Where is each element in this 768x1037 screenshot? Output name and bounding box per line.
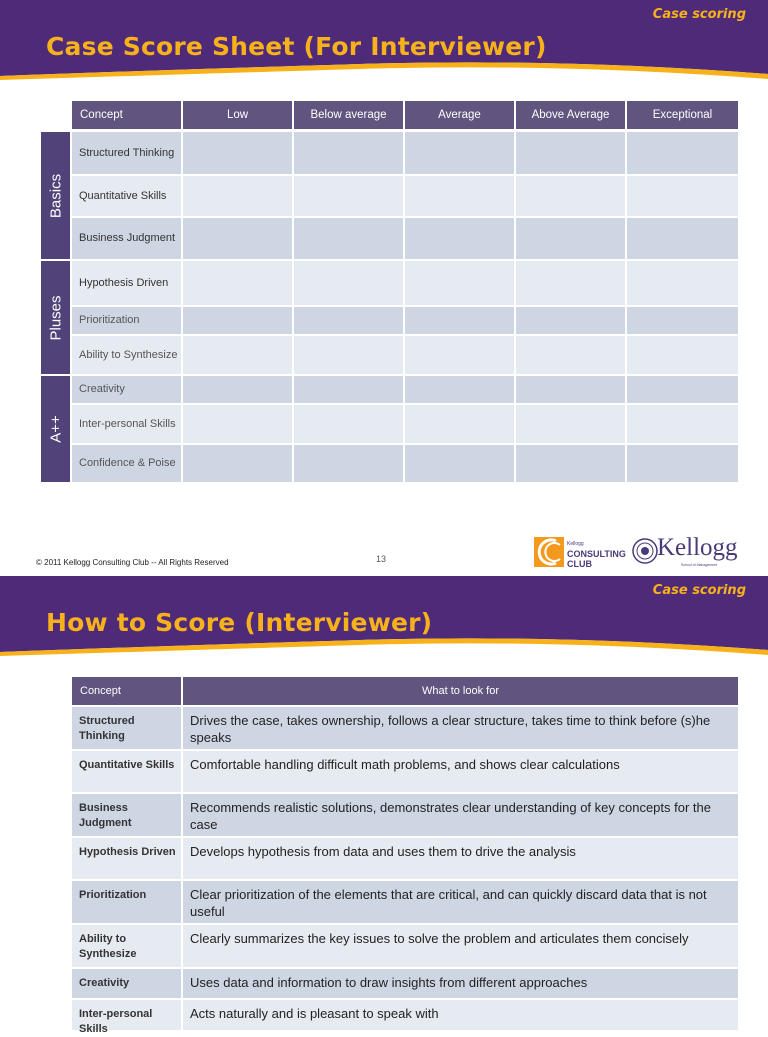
- column-header-low: Low: [183, 101, 292, 129]
- score-row: [72, 132, 738, 174]
- score-cell[interactable]: [627, 376, 738, 403]
- score-cell[interactable]: [405, 376, 514, 403]
- score-row: [72, 307, 738, 334]
- kellogg-consulting-club-logo: Kellogg CONSULTING CLUB: [534, 537, 626, 567]
- score-cell[interactable]: [294, 218, 403, 259]
- kellogg-seal-icon: [632, 538, 658, 564]
- score-cell[interactable]: [405, 405, 514, 443]
- column-header-above-average: Above Average: [516, 101, 625, 129]
- score-cell[interactable]: [516, 445, 625, 482]
- score-cell[interactable]: [405, 132, 514, 174]
- score-cell[interactable]: [294, 261, 403, 305]
- score-row: [72, 176, 738, 216]
- score-cell[interactable]: [294, 336, 403, 374]
- score-cell[interactable]: [405, 176, 514, 216]
- criteria-text: Clear prioritization of the elements that are critical, and can quickly discard data that is not useful: [183, 881, 738, 923]
- scoring-guide-row: [72, 751, 738, 792]
- group-label-a-plus-plus: A++: [41, 376, 70, 482]
- score-cell[interactable]: [627, 218, 738, 259]
- concept-label: Confidence & Poise: [72, 445, 181, 482]
- slide-title: Case Score Sheet (For Interviewer): [46, 32, 547, 61]
- concept-label: Business Judgment: [72, 794, 181, 836]
- score-cell[interactable]: [405, 307, 514, 334]
- group-label-basics: Basics: [41, 132, 70, 259]
- score-cell[interactable]: [516, 218, 625, 259]
- scoring-guide-row: [72, 925, 738, 967]
- column-header-concept: Concept: [72, 101, 181, 129]
- score-cell[interactable]: [294, 132, 403, 174]
- score-cell[interactable]: [183, 176, 292, 216]
- concept-label: Inter-personal Skills: [72, 405, 181, 443]
- score-cell[interactable]: [627, 132, 738, 174]
- score-row: [72, 218, 738, 259]
- concept-label: Creativity: [72, 376, 181, 403]
- score-cell[interactable]: [516, 132, 625, 174]
- score-cell[interactable]: [183, 405, 292, 443]
- score-cell[interactable]: [405, 261, 514, 305]
- scoring-guide-row: [72, 838, 738, 879]
- score-cell[interactable]: [183, 261, 292, 305]
- scoring-guide-row: [72, 1000, 738, 1035]
- scoring-guide-row: [72, 794, 738, 836]
- concept-label: Structured Thinking: [72, 132, 181, 174]
- concept-label: Prioritization: [72, 307, 181, 334]
- score-cell[interactable]: [405, 336, 514, 374]
- score-cell[interactable]: [627, 445, 738, 482]
- scoring-guide-row: [72, 969, 738, 998]
- title-banner: [0, 576, 768, 658]
- score-cell[interactable]: [183, 307, 292, 334]
- score-cell[interactable]: [627, 261, 738, 305]
- column-header-what-to-look-for: What to look for: [183, 677, 738, 705]
- score-cell[interactable]: [516, 307, 625, 334]
- concept-label: Hypothesis Driven: [72, 261, 181, 305]
- score-cell[interactable]: [294, 307, 403, 334]
- score-cell[interactable]: [183, 132, 292, 174]
- score-row: [72, 376, 738, 403]
- column-header-exceptional: Exceptional: [627, 101, 738, 129]
- score-row: [72, 261, 738, 305]
- score-cell[interactable]: [627, 307, 738, 334]
- concept-label: Creativity: [72, 969, 181, 998]
- concept-label: Quantitative Skills: [72, 751, 181, 792]
- column-header-concept: Concept: [72, 677, 181, 705]
- group-label-pluses: Pluses: [41, 261, 70, 374]
- score-cell[interactable]: [183, 336, 292, 374]
- criteria-text: Comfortable handling difficult math problems, and shows clear calculations: [183, 751, 738, 792]
- concept-label: Structured Thinking: [72, 707, 181, 749]
- score-cell[interactable]: [183, 445, 292, 482]
- score-cell[interactable]: [294, 405, 403, 443]
- concept-label: Quantitative Skills: [72, 176, 181, 216]
- score-cell[interactable]: [516, 336, 625, 374]
- criteria-text: Develops hypothesis from data and uses them to drive the analysis: [183, 838, 738, 879]
- copyright-footer: © 2011 Kellogg Consulting Club -- All Rights Reserved: [36, 558, 229, 567]
- concept-label: Inter-personal Skills: [72, 1000, 181, 1030]
- score-cell[interactable]: [405, 218, 514, 259]
- score-cell[interactable]: [405, 445, 514, 482]
- score-cell[interactable]: [294, 445, 403, 482]
- title-banner: [0, 0, 768, 82]
- concept-label: Prioritization: [72, 881, 181, 923]
- criteria-text: Acts naturally and is pleasant to speak with: [183, 1000, 738, 1030]
- concept-label: Business Judgment: [72, 218, 181, 259]
- scoring-guide-row: [72, 881, 738, 923]
- score-row: [72, 445, 738, 482]
- criteria-text: Drives the case, takes ownership, follows a clear structure, takes time to think before (s)he speaks: [183, 707, 738, 749]
- score-cell[interactable]: [294, 376, 403, 403]
- concept-label: Hypothesis Driven: [72, 838, 181, 879]
- score-cell[interactable]: [516, 405, 625, 443]
- score-cell[interactable]: [516, 261, 625, 305]
- page-number: 13: [376, 554, 387, 564]
- score-cell[interactable]: [516, 176, 625, 216]
- score-cell[interactable]: [294, 176, 403, 216]
- section-tag: Case scoring: [652, 7, 746, 22]
- slide-title: How to Score (Interviewer): [46, 608, 433, 637]
- criteria-text: Clearly summarizes the key issues to solve the problem and articulates them concisely: [183, 925, 738, 967]
- score-row: [72, 336, 738, 374]
- consulting-club-mark-icon: [534, 537, 564, 567]
- slide-how-to-score: [0, 576, 768, 1035]
- concept-label: Ability to Synthesize: [72, 336, 181, 374]
- section-tag: Case scoring: [652, 583, 746, 598]
- score-cell[interactable]: [627, 405, 738, 443]
- concept-label: Ability to Synthesize: [72, 925, 181, 967]
- scoring-guide-row: [72, 707, 738, 749]
- column-header-below-average: Below average: [294, 101, 403, 129]
- score-cell[interactable]: [183, 376, 292, 403]
- criteria-text: Uses data and information to draw insights from different approaches: [183, 969, 738, 998]
- score-cell[interactable]: [183, 218, 292, 259]
- score-cell[interactable]: [627, 336, 738, 374]
- score-cell[interactable]: [516, 376, 625, 403]
- criteria-text: Recommends realistic solutions, demonstrates clear understanding of key concepts for the case: [183, 794, 738, 836]
- score-cell[interactable]: [627, 176, 738, 216]
- column-header-average: Average: [405, 101, 514, 129]
- score-row: [72, 405, 738, 443]
- kellogg-school-logo: Kellogg School of Management: [632, 538, 736, 568]
